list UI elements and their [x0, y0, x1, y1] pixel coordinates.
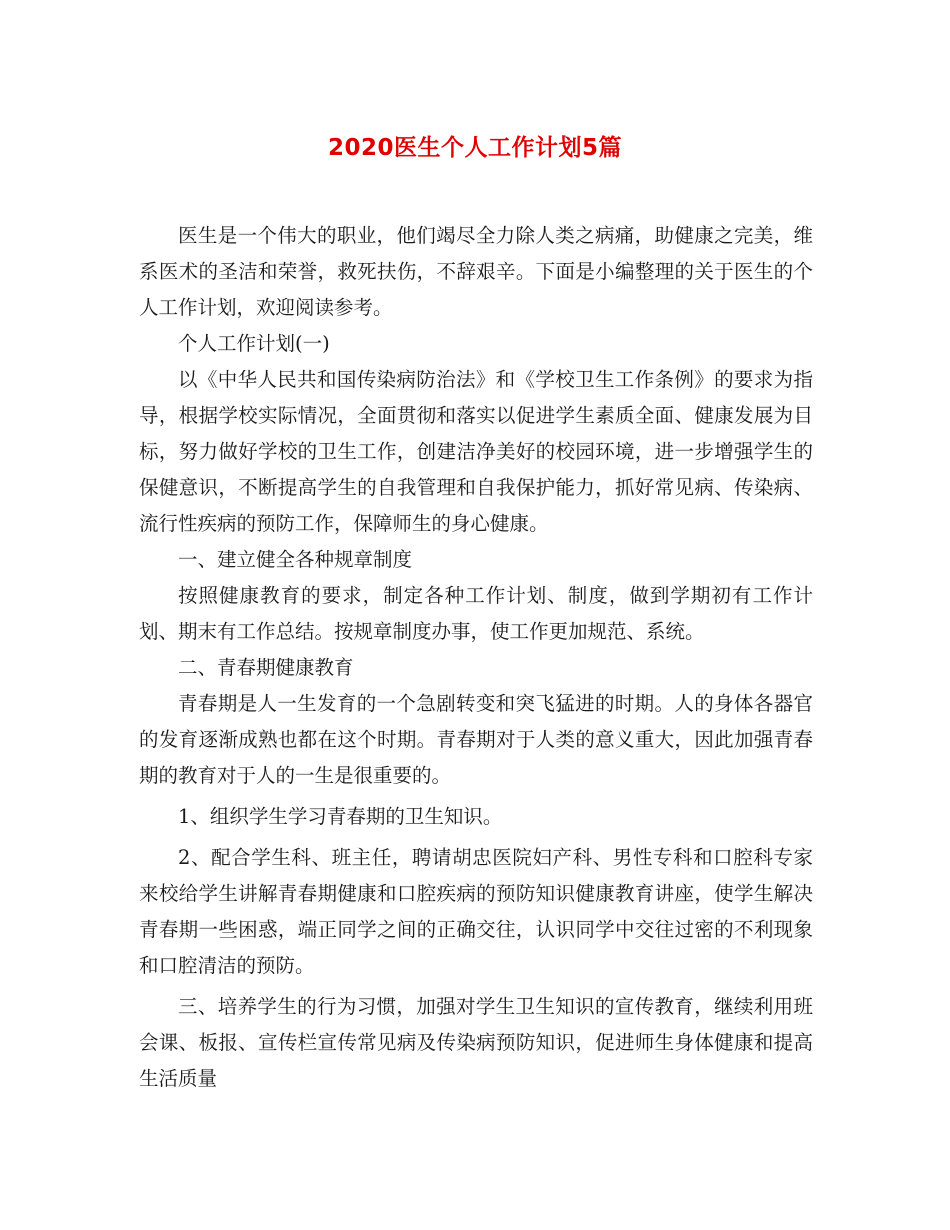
section-heading-habits: 三、培养学生的行为习惯，加强对学生卫生知识的宣传教育，继续利用班会课、板报、宣传栏宣传常见病及传染病预防知识，促进师生身体健康和提高生活质量: [139, 995, 813, 1090]
section-heading-plan-1: 个人工作计划(一): [178, 332, 330, 355]
section-heading-puberty: 二、青春期健康教育: [178, 656, 354, 679]
intro-paragraph: 医生是一个伟大的职业，他们竭尽全力除人类之病痛，助健康之完美，维系医术的圣洁和荣誉，救死扶伤，不辞艰辛。下面是小编整理的关于医生的个人工作计划，欢迎阅读参考。: [139, 224, 813, 319]
document-body: [139, 218, 813, 1097]
section-heading-rules: 一、建立健全各种规章制度: [178, 548, 413, 571]
list-item-1: 1、组织学生学习青春期的卫生知识。: [178, 805, 503, 828]
list-item-2: 2、配合学生科、班主任，聘请胡忠医院妇产科、男性专科和口腔科专家来校给学生讲解青春期健康和口腔疾病的预防知识健康教育讲座，使学生解决青春期一些困惑，端正同学之间的正确交往，认识同学中交往过密的不利现象和口腔清洁的预防。: [139, 846, 813, 977]
document-title: 2020医生个人工作计划5篇: [327, 135, 623, 161]
plan-overview-paragraph: 以《中华人民共和国传染病防治法》和《学校卫生工作条例》的要求为指导，根据学校实际情况，全面贯彻和落实以促进学生素质全面、健康发展为目标，努力做好学校的卫生工作，创建洁净美好的校园环境，进一步增强学生的保健意识，不断提高学生的自我管理和自我保护能力，抓好常见病、传染病、流行性疾病的预防工作，保障师生的身心健康。: [139, 368, 813, 535]
puberty-paragraph: 青春期是人一生发育的一个急剧转变和突飞猛进的时期。人的身体各器官的发育逐渐成熟也都在这个时期。青春期对于人类的意义重大，因此加强青春期的教育对于人的一生是很重要的。: [139, 692, 813, 787]
rules-paragraph: 按照健康教育的要求，制定各种工作计划、制度，做到学期初有工作计划、期末有工作总结。按规章制度办事，使工作更加规范、系统。: [139, 584, 813, 643]
